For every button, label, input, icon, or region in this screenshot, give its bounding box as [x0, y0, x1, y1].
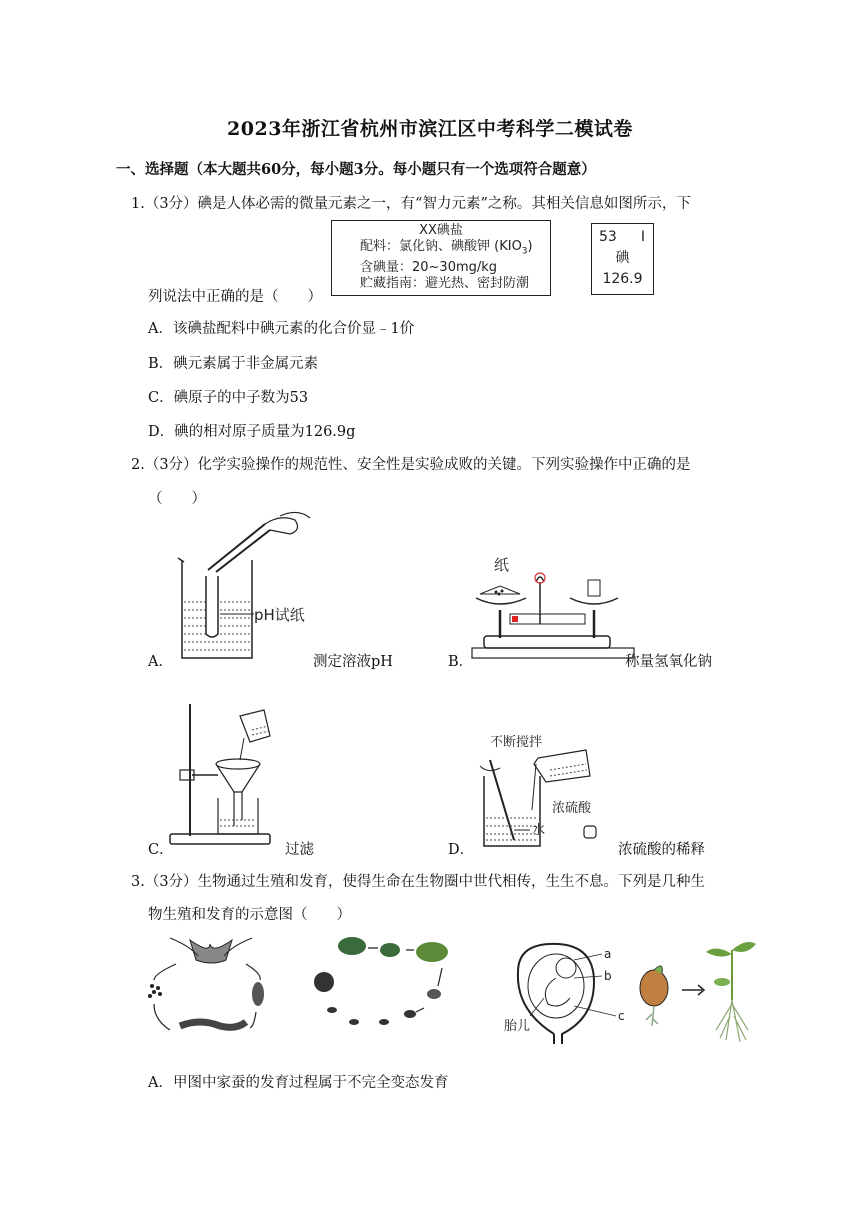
- q2-option-b-letter: B．: [448, 654, 474, 670]
- q1-option-a: A．该碘盐配料中碘元素的化合价显﹣1价: [148, 321, 415, 337]
- q1-stem-line2: 列说法中正确的是（ ）: [148, 289, 322, 305]
- q2-stem-line1: 2.（3分）化学实验操作的规范性、安全性是实验成败的关键。下列实验操作中正确的是: [131, 457, 691, 473]
- atomic-number: 53: [599, 229, 617, 245]
- water-label: 水: [532, 823, 546, 838]
- iodized-salt-label: [331, 220, 551, 296]
- element-symbol: I: [640, 229, 645, 245]
- fetus-label: 胎儿: [504, 1019, 531, 1034]
- q1-option-d: D．碘的相对原子质量为126.9g: [148, 424, 356, 440]
- q3-stem-line2: 物生殖和发育的示意图（ ）: [148, 907, 351, 923]
- q2-option-a-letter: A．: [148, 654, 173, 670]
- q3-option-a: A．甲图中家蚕的发育过程属于不完全变态发育: [148, 1075, 449, 1091]
- seed-germination-figure: [636, 930, 761, 1052]
- element-name: 碘: [615, 250, 630, 266]
- q2-option-b-caption: 称量氢氧化钠: [625, 654, 712, 670]
- q2-option-d-letter: D．: [448, 842, 475, 858]
- atomic-mass: 126.9: [602, 271, 643, 287]
- q3-stem-line1: 3.（3分）生物通过生殖和发育，使得生命在生物圈中世代相传，生生不息。下列是几种生: [131, 874, 706, 890]
- q1-option-b: B．碘元素属于非金属元素: [148, 356, 319, 372]
- q2-option-c-caption: 过滤: [285, 842, 314, 858]
- q2-option-d-caption: 浓硫酸的稀释: [618, 842, 705, 858]
- label-a: a: [604, 947, 612, 961]
- q2-stem-line2: （ ）: [148, 491, 206, 507]
- salt-label-ingredients: 配料：氯化钠、碘酸钾 $(KIO_3)$: [360, 239, 533, 257]
- fetus-figure: [500, 938, 625, 1048]
- salt-label-storage: 贮藏指南：避光热、密封防潮: [360, 275, 530, 291]
- section-heading: 一、选择题（本大题共60分，每小题3分。每小题只有一个选项符合题意）: [116, 161, 596, 178]
- frog-lifecycle-figure: [312, 928, 457, 1030]
- paper-label: 纸: [494, 556, 510, 574]
- q2-option-c-letter: C．: [148, 842, 174, 858]
- q1-option-c: C．碘原子的中子数为53: [148, 390, 309, 406]
- iodine-element-card: [591, 223, 654, 295]
- balance-figure: [470, 548, 640, 663]
- filtration-figure: [168, 702, 288, 850]
- label-c: c: [618, 1009, 625, 1023]
- silkworm-lifecycle-figure: [140, 930, 280, 1042]
- stir-label: 不断搅拌: [490, 735, 543, 750]
- salt-label-title: XX碘盐: [419, 223, 463, 238]
- ph-paper-label: pH试纸: [254, 606, 305, 624]
- acid-label: 浓硫酸: [552, 801, 592, 816]
- salt-label-iodine-content: 含碘量：20~30mg/kg: [360, 259, 498, 275]
- label-b: b: [604, 969, 612, 983]
- q2-option-a-caption: 测定溶液pH: [313, 654, 393, 670]
- ph-test-figure: [170, 510, 320, 670]
- q1-stem-line1: 1.（3分）碘是人体必需的微量元素之一，有“智力元素”之称。其相关信息如图所示，下: [131, 196, 691, 212]
- page-title: 2023年浙江省杭州市滨江区中考科学二模试卷: [227, 118, 633, 140]
- acid-dilution-figure: [474, 730, 624, 850]
